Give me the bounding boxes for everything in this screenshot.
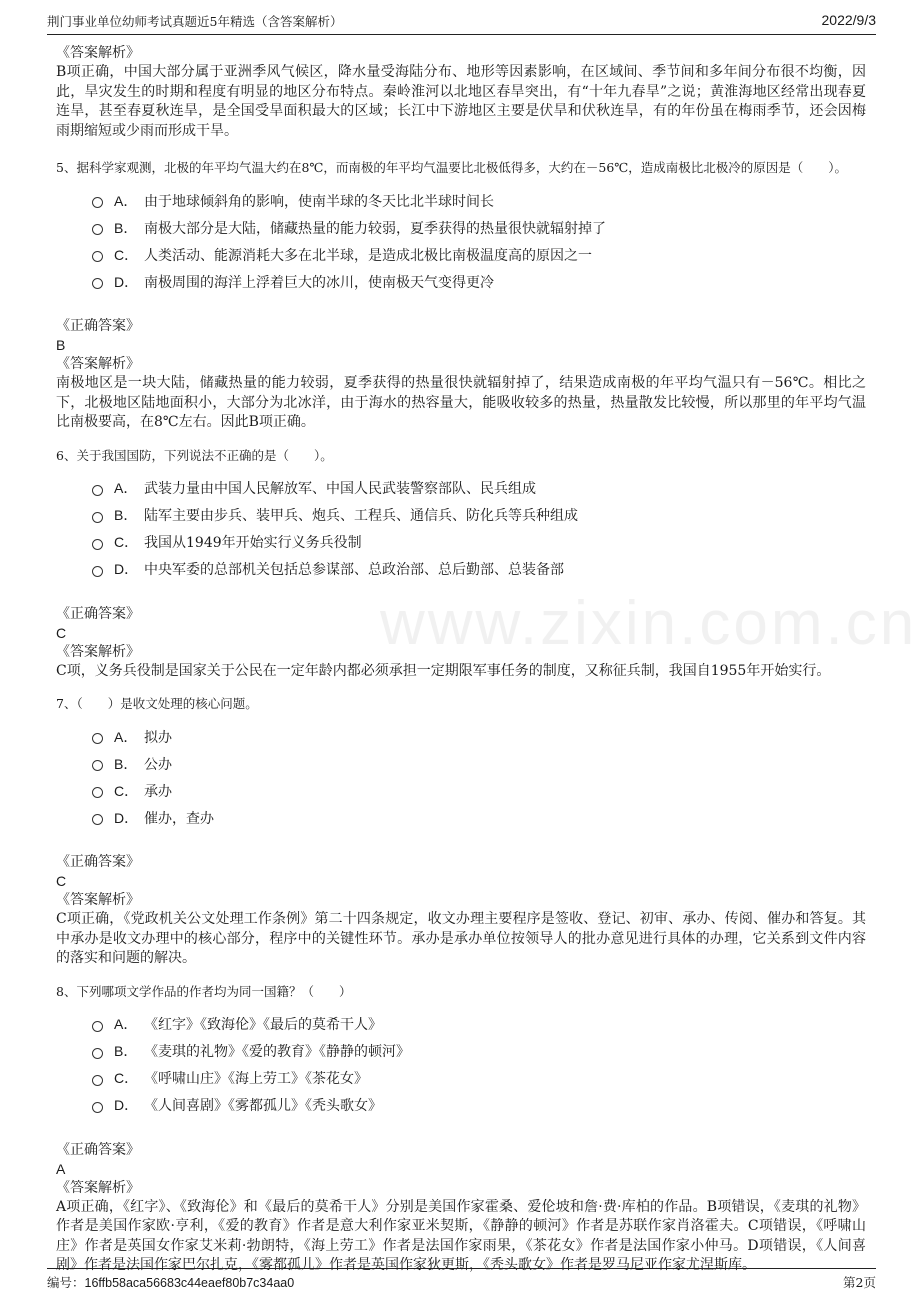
watermark: www.zixin.com.cn [380,589,918,658]
question-8 [56,983,866,1276]
option-letter: C． [114,534,139,550]
correct-answer-label: 《正确答案》 [56,605,140,622]
document-code: 编号：16ffb58aca56683c44eaef80b7c34aa0 [47,1276,295,1290]
analysis-label: 《答案解析》 [56,643,140,660]
option-letter: A． [114,480,138,496]
analysis-text: B项正确，中国大部分属于亚洲季风气候区，降水量受海陆分布、地形等因素影响，在区域间、季节间和多年间分布很不均衡，因此，旱灾发生的时期和程度有明显的地区分布特点。秦岭淮河以北地区春旱突出，有“十年九春旱”之说；黄淮海地区经常出现春夏连旱，甚至春夏秋连旱，是全国受旱面积最大的区域；长江中下游地区主要是伏旱和伏秋连旱，有的年份虽在梅雨季节，还会因梅雨期缩短或少雨而形成干旱。 [56,64,866,139]
option-text: 武装力量由中国人民解放军、中国人民武装警察部队、民兵组成 [144,481,536,497]
radio-icon[interactable] [92,485,103,496]
option-b[interactable] [92,1038,866,1065]
option-d[interactable] [92,1092,866,1119]
correct-answer-label: 《正确答案》 [56,318,140,334]
radio-icon[interactable] [92,1075,103,1086]
radio-icon[interactable] [92,224,103,235]
page-header [47,12,876,35]
option-text: 《红字》《致海伦》《最后的莫希干人》 [144,1017,382,1033]
options-list [92,723,866,831]
radio-icon[interactable] [92,1102,103,1113]
question-text: 7、（ ）是收文处理的核心问题。 [56,696,258,711]
options-list [92,475,866,583]
analysis-label: 《答案解析》 [56,892,140,908]
correct-answer: A [56,1160,66,1177]
header-date: 2022/9/3 [821,12,876,28]
radio-icon[interactable] [92,566,103,577]
option-text: 承办 [144,783,172,800]
option-text: 拟办 [144,729,172,746]
option-text: 人类活动、能源消耗大多在北半球，是造成北极比南极温度高的原因之一 [144,247,592,264]
correct-answer-label: 《正确答案》 [56,1141,140,1158]
option-a[interactable] [92,1011,866,1038]
correct-answer: C [56,624,67,641]
option-letter: D． [114,809,139,826]
question-6 [56,447,866,682]
radio-icon[interactable] [92,251,103,262]
correct-answer: B [56,337,66,353]
radio-icon[interactable] [92,787,103,798]
analysis-text: 南极地区是一块大陆，储藏热量的能力较弱，夏季获得的热量很快就辐射掉了，结果造成南极的年平均气温只有－56℃。相比之下，北极地区陆地面积小，大部分为北冰洋，由于海水的热容量大，能吸收较多的热量，热量散发比较慢，所以那里的年平均气温比南极要高，在8℃左右。因此B项正确。 [56,375,866,430]
option-letter: B． [114,219,138,236]
option-text: 南极周围的海洋上浮着巨大的冰川，使南极天气变得更冷 [144,274,494,291]
option-letter: D． [114,561,139,577]
option-text: 南极大部分是大陆，储藏热量的能力较弱，夏季获得的热量很快就辐射掉了 [144,220,606,237]
question-text: 5、据科学家观测，北极的年平均气温大约在8℃，而南极的年平均气温要比北极低得多，大约在－56℃，造成南极比北极冷的原因是（ ）。 [56,160,848,175]
correct-answer-label: 《正确答案》 [56,854,140,870]
option-letter: D． [114,273,139,290]
radio-icon[interactable] [92,197,103,208]
option-b[interactable] [92,502,866,529]
option-c[interactable] [92,777,866,804]
page-content [56,44,866,1276]
correct-answer: C [56,873,67,889]
question-4-analysis [56,44,866,141]
options-list [92,1011,866,1119]
option-letter: B． [114,507,138,523]
question-text: 8、下列哪项文学作品的作者均为同一国籍？（ ） [56,983,352,999]
radio-icon[interactable] [92,278,103,289]
option-text: 陆军主要由步兵、装甲兵、炮兵、工程兵、通信兵、防化兵等兵种组成 [144,508,578,524]
analysis-label: 《答案解析》 [56,356,140,372]
radio-icon[interactable] [92,539,103,550]
analysis-label: 《答案解析》 [56,45,140,61]
analysis-text: A项正确，《红字》、《致海伦》和《最后的莫希干人》分别是美国作家霍桑、爱伦坡和詹·费·库柏的作品。B项错误，《麦琪的礼物》作者是美国作家欧·亨利，《爱的教育》作者是意大利作家亚米契斯，《静静的顿河》作者是苏联作家肖洛霍夫。C项错误，《呼啸山庄》作者是英国女作家艾米莉·勃朗特，《海上劳工》作者是法国作家雨果，《茶花女》作者是法国作家小仲马。D项错误，《人间喜剧》作者是法国作家巴尔扎克，《雾都孤儿》作者是英国作家狄更斯，《秃头歌女》作者是罗马尼亚作家尤涅斯库。 [56,1198,866,1273]
option-d[interactable] [92,556,866,583]
option-text: 《人间喜剧》《雾都孤儿》《秃头歌女》 [144,1098,382,1114]
page-number: 第2页 [843,1275,876,1290]
option-letter: A． [114,728,138,745]
option-text: 《麦琪的礼物》《爱的教育》《静静的顿河》 [144,1044,410,1060]
radio-icon[interactable] [92,814,103,825]
radio-icon[interactable] [92,1048,103,1059]
document-title: 荆门事业单位幼师考试真题近5年精选（含答案解析） [47,14,343,29]
option-d[interactable] [92,804,866,831]
radio-icon[interactable] [92,1021,103,1032]
analysis-text: C项，义务兵役制是国家关于公民在一定年龄内都必须承担一定期限军事任务的制度，又称征兵制，我国自1955年开始实行。 [56,662,831,679]
option-text: 催办，查办 [144,810,214,827]
option-letter: A． [114,1016,138,1032]
option-text: 由于地球倾斜角的影响，使南半球的冬天比北半球时间长 [144,193,494,210]
option-d[interactable] [92,268,866,295]
option-letter: C． [114,1070,139,1086]
option-letter: A． [114,192,138,209]
option-c[interactable] [92,1065,866,1092]
option-b[interactable] [92,214,866,241]
option-text: 公办 [144,756,172,773]
option-letter: D． [114,1097,139,1113]
option-text: 中央军委的总部机关包括总参谋部、总政治部、总后勤部、总装备部 [144,562,564,578]
question-text: 6、关于我国国防，下列说法不正确的是（ ）。 [56,447,333,463]
option-a[interactable] [92,475,866,502]
question-5 [56,159,866,433]
radio-icon[interactable] [92,733,103,744]
option-letter: C． [114,246,139,263]
option-letter: B． [114,1043,138,1059]
options-list [92,187,866,295]
option-c[interactable] [92,529,866,556]
analysis-label: 《答案解析》 [56,1179,140,1196]
option-letter: C． [114,782,139,799]
option-c[interactable] [92,241,866,268]
radio-icon[interactable] [92,760,103,771]
option-a[interactable] [92,723,866,750]
radio-icon[interactable] [92,512,103,523]
option-letter: B． [114,755,138,772]
page-footer [47,1268,876,1291]
option-b[interactable] [92,750,866,777]
option-text: 我国从1949年开始实行义务兵役制 [144,535,362,551]
option-text: 《呼啸山庄》《海上劳工》《茶花女》 [144,1071,368,1087]
option-a[interactable] [92,187,866,214]
question-7 [56,695,866,969]
analysis-text: C项正确，《党政机关公文处理工作条例》第二十四条规定，收文办理主要程序是签收、登记、初审、承办、传阅、催办和答复。其中承办是收文办理中的核心部分，程序中的关键性环节。承办是承办单位按领导人的批办意见进行具体的办理，它关系到文件内容的落实和问题的解决。 [56,911,866,966]
